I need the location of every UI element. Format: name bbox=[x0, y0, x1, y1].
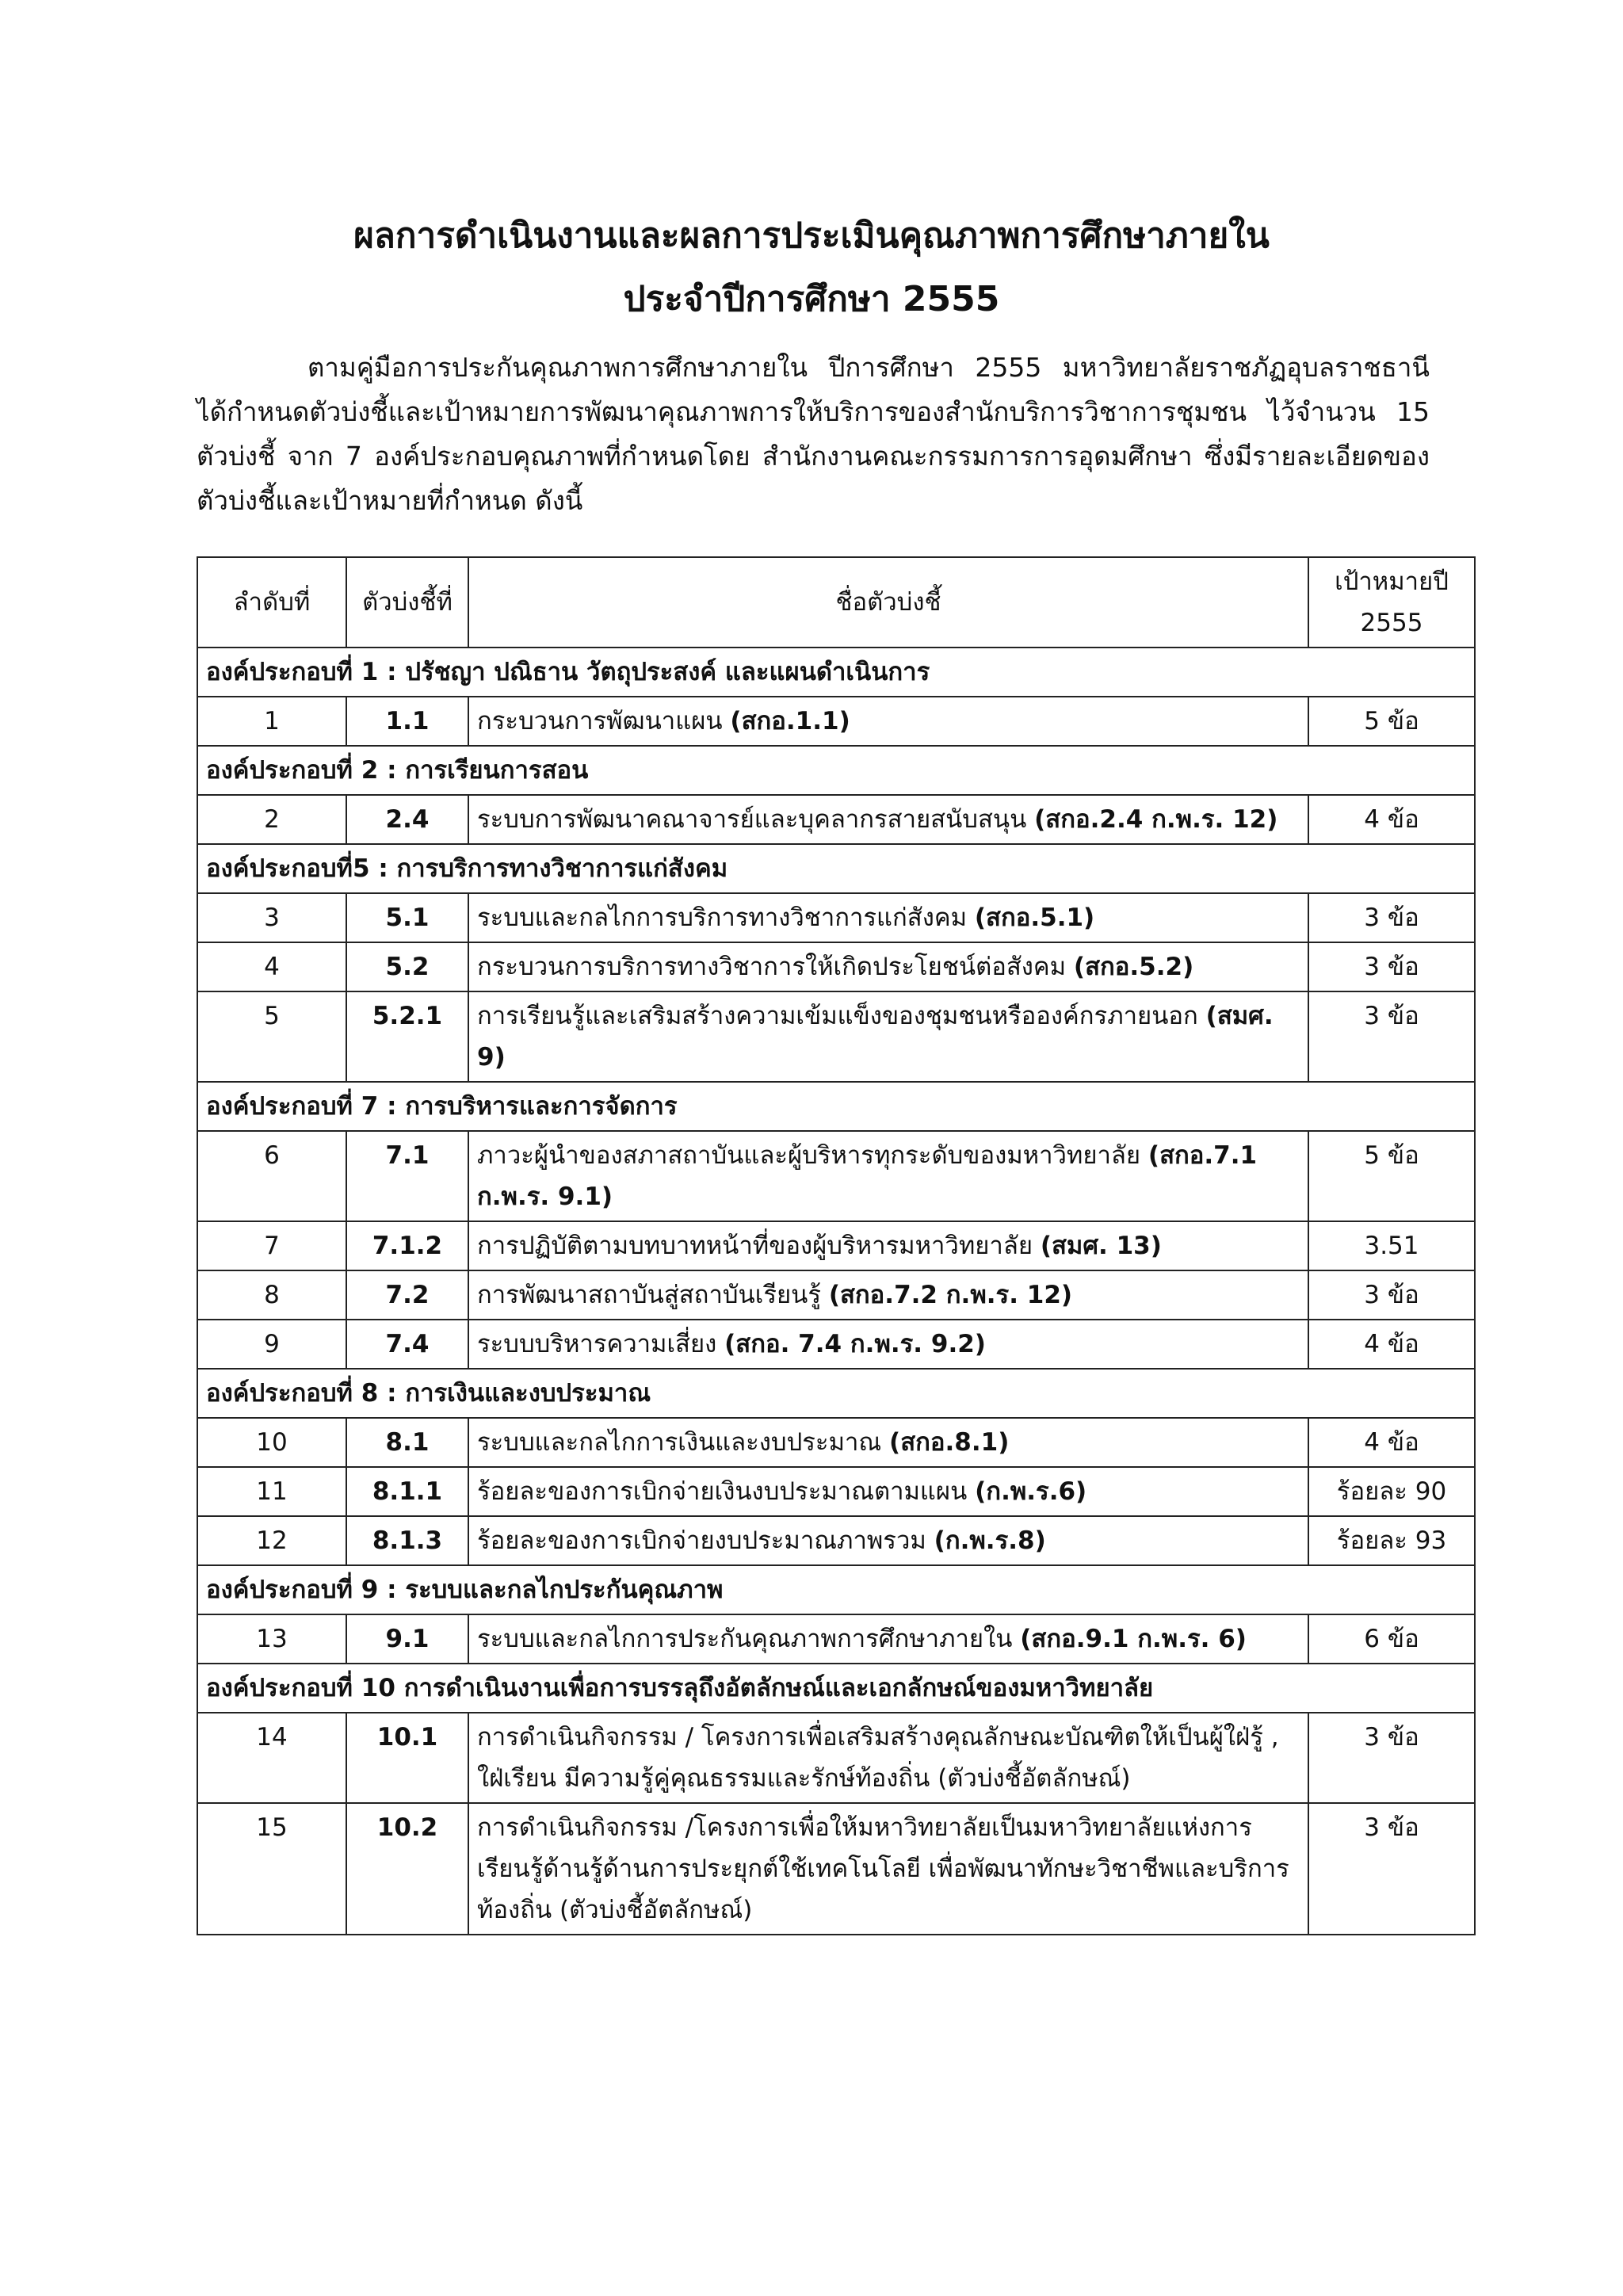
row-indicator-code: 8.1.1 bbox=[346, 1467, 468, 1516]
row-indicator-source: (สกอ.7.1 ก.พ.ร. 9.1) bbox=[477, 1141, 1258, 1211]
row-order: 14 bbox=[197, 1713, 346, 1803]
table-row bbox=[197, 991, 1475, 1082]
row-order: 9 bbox=[197, 1320, 346, 1369]
row-indicator-name-cell bbox=[468, 942, 1308, 991]
row-order: 3 bbox=[197, 893, 346, 942]
table-row bbox=[197, 942, 1475, 991]
header-order: ลำดับที่ bbox=[197, 557, 346, 648]
row-indicator-name-cell bbox=[468, 1614, 1308, 1664]
title-line-2: ประจำปีการศึกษา 2555 bbox=[623, 279, 1000, 319]
row-indicator-name: ระบบบริหารความเสี่ยง bbox=[477, 1330, 725, 1358]
row-indicator-name-cell bbox=[468, 1320, 1308, 1369]
row-indicator-source: (สกอ.1.1) bbox=[730, 707, 850, 735]
table-row bbox=[197, 1320, 1475, 1369]
table-row bbox=[197, 1418, 1475, 1467]
page-title bbox=[0, 204, 1623, 331]
row-indicator-source: (สกอ.9.1 ก.พ.ร. 6) bbox=[1020, 1625, 1247, 1653]
table-row bbox=[197, 893, 1475, 942]
row-indicator-name: การดำเนินกิจกรรม /โครงการเพื่อให้มหาวิทยาลัยเป็นมหาวิทยาลัยแห่งการเรียนรู้ด้านรู้ด้านการประยุกต์ใช้เทคโนโลยี เพื่อพัฒนาทักษะวิชาชีพและบริการท้องถิ่น (ตัวบ่งชี้อัตลักษณ์) bbox=[477, 1813, 1289, 1924]
component-title: องค์ประกอบที่ 9 : ระบบและกลไกประกันคุณภาพ bbox=[197, 1565, 1475, 1614]
row-target: 3.51 bbox=[1308, 1221, 1475, 1270]
row-indicator-code: 5.2.1 bbox=[346, 991, 468, 1082]
row-indicator-source: (สกอ.5.2) bbox=[1073, 953, 1194, 981]
row-order: 7 bbox=[197, 1221, 346, 1270]
row-order: 2 bbox=[197, 795, 346, 844]
row-indicator-code: 1.1 bbox=[346, 697, 468, 746]
row-indicator-name: ระบบและกลไกการเงินและงบประมาณ bbox=[477, 1428, 890, 1457]
table-row bbox=[197, 1713, 1475, 1803]
row-indicator-source: (สมศ. 9) bbox=[477, 1002, 1274, 1072]
row-indicator-name-cell bbox=[468, 1131, 1308, 1221]
table-row bbox=[197, 1131, 1475, 1221]
row-indicator-code: 8.1 bbox=[346, 1418, 468, 1467]
row-indicator-name: การปฏิบัติตามบทบาทหน้าที่ของผู้บริหารมหาวิทยาลัย bbox=[477, 1232, 1041, 1260]
component-row bbox=[197, 1664, 1475, 1713]
table-body bbox=[197, 648, 1475, 1935]
intro-text: ตามคู่มือการประกันคุณภาพการศึกษาภายใน ปีการศึกษา 2555 มหาวิทยาลัยราชภัฏอุบลราชธานี ได้กำหนดตัวบ่งชี้และเป้าหมายการพัฒนาคุณภาพการให้บริการของสำนักบริการวิชาการชุมชน ไว้จำนวน 15 ตัวบ่งชี้ จาก 7 องค์ประกอบคุณภาพที่กำหนดโดย สำนักงานคณะกรรมการการอุดมศึกษา ซึ่งมีรายละเอียดของตัวบ่งชี้และเป้าหมายที่กำหนด ดังนี้ bbox=[197, 352, 1430, 516]
row-indicator-code: 5.1 bbox=[346, 893, 468, 942]
row-indicator-name: ระบบและกลไกการประกันคุณภาพการศึกษาภายใน bbox=[477, 1625, 1021, 1653]
row-target: 3 ข้อ bbox=[1308, 942, 1475, 991]
row-indicator-source: (สกอ. 7.4 ก.พ.ร. 9.2) bbox=[724, 1330, 986, 1358]
row-indicator-code: 9.1 bbox=[346, 1614, 468, 1664]
row-order: 5 bbox=[197, 991, 346, 1082]
row-indicator-code: 7.1 bbox=[346, 1131, 468, 1221]
row-target: 3 ข้อ bbox=[1308, 1270, 1475, 1320]
row-indicator-name: การพัฒนาสถาบันสู่สถาบันเรียนรู้ bbox=[477, 1281, 829, 1309]
row-order: 6 bbox=[197, 1131, 346, 1221]
row-indicator-source: (สมศ. 13) bbox=[1040, 1232, 1162, 1260]
row-target: ร้อยละ 93 bbox=[1308, 1516, 1475, 1565]
row-target: 3 ข้อ bbox=[1308, 991, 1475, 1082]
row-target: 3 ข้อ bbox=[1308, 1803, 1475, 1935]
row-indicator-name: การดำเนินกิจกรรม / โครงการเพื่อเสริมสร้างคุณลักษณะบัณฑิตให้เป็นผู้ใฝ่รู้ , ใฝ่เรียน มีความรู้คู่คุณธรรมและรักษ์ท้องถิ่น (ตัวบ่งชี้อัตลักษณ์) bbox=[477, 1723, 1279, 1793]
row-indicator-name-cell bbox=[468, 1270, 1308, 1320]
component-title: องค์ประกอบที่ 8 : การเงินและงบประมาณ bbox=[197, 1369, 1475, 1418]
row-indicator-name: กระบวนการบริการทางวิชาการให้เกิดประโยชน์ต่อสังคม bbox=[477, 953, 1074, 981]
component-row bbox=[197, 648, 1475, 697]
header-target: เป้าหมายปี 2555 bbox=[1308, 557, 1475, 648]
row-indicator-name: การเรียนรู้และเสริมสร้างความเข้มแข็งของชุมชนหรือองค์กรภายนอก bbox=[477, 1002, 1206, 1030]
row-order: 12 bbox=[197, 1516, 346, 1565]
row-indicator-name-cell bbox=[468, 1418, 1308, 1467]
row-order: 15 bbox=[197, 1803, 346, 1935]
component-title: องค์ประกอบที่ 10 การดำเนินงานเพื่อการบรรลุถึงอัตลักษณ์และเอกลักษณ์ของมหาวิทยาลัย bbox=[197, 1664, 1475, 1713]
row-target: 4 ข้อ bbox=[1308, 1320, 1475, 1369]
row-target: 3 ข้อ bbox=[1308, 1713, 1475, 1803]
row-order: 13 bbox=[197, 1614, 346, 1664]
row-indicator-code: 10.1 bbox=[346, 1713, 468, 1803]
row-indicator-name-cell bbox=[468, 697, 1308, 746]
intro-paragraph bbox=[197, 346, 1430, 523]
table-row bbox=[197, 1467, 1475, 1516]
row-indicator-code: 8.1.3 bbox=[346, 1516, 468, 1565]
table-row bbox=[197, 1270, 1475, 1320]
row-indicator-source: (สกอ.7.2 ก.พ.ร. 12) bbox=[828, 1281, 1073, 1309]
table-row bbox=[197, 697, 1475, 746]
table-row bbox=[197, 1803, 1475, 1935]
row-indicator-name-cell bbox=[468, 1803, 1308, 1935]
row-indicator-name: กระบวนการพัฒนาแผน bbox=[477, 707, 731, 735]
row-target: 6 ข้อ bbox=[1308, 1614, 1475, 1664]
table-row bbox=[197, 1614, 1475, 1664]
table-header-row bbox=[197, 557, 1475, 648]
row-indicator-name-cell bbox=[468, 1221, 1308, 1270]
component-title: องค์ประกอบที่ 7 : การบริหารและการจัดการ bbox=[197, 1082, 1475, 1131]
title-line-1: ผลการดำเนินงานและผลการประเมินคุณภาพการศึกษาภายใน bbox=[353, 216, 1270, 256]
row-indicator-code: 7.4 bbox=[346, 1320, 468, 1369]
component-row bbox=[197, 844, 1475, 893]
row-target: 4 ข้อ bbox=[1308, 1418, 1475, 1467]
row-target: 5 ข้อ bbox=[1308, 1131, 1475, 1221]
component-row bbox=[197, 1082, 1475, 1131]
table-row bbox=[197, 1221, 1475, 1270]
component-title: องค์ประกอบที่ 2 : การเรียนการสอน bbox=[197, 746, 1475, 795]
row-indicator-name-cell bbox=[468, 795, 1308, 844]
row-order: 8 bbox=[197, 1270, 346, 1320]
component-row bbox=[197, 746, 1475, 795]
table-row bbox=[197, 1516, 1475, 1565]
row-indicator-name-cell bbox=[468, 991, 1308, 1082]
header-indicator: ตัวบ่งชี้ที่ bbox=[346, 557, 468, 648]
row-indicator-name: ร้อยละของการเบิกจ่ายงบประมาณภาพรวม bbox=[477, 1526, 934, 1555]
row-indicator-name: ระบบและกลไกการบริการทางวิชาการแก่สังคม bbox=[477, 904, 975, 932]
component-row bbox=[197, 1565, 1475, 1614]
row-indicator-name: ร้อยละของการเบิกจ่ายเงินงบประมาณตามแผน bbox=[477, 1477, 976, 1506]
row-indicator-name: ภาวะผู้นำของสภาสถาบันและผู้บริหารทุกระดับของมหาวิทยาลัย bbox=[477, 1141, 1148, 1170]
row-indicator-source: (สกอ.5.1) bbox=[974, 904, 1095, 932]
row-order: 1 bbox=[197, 697, 346, 746]
row-indicator-code: 10.2 bbox=[346, 1803, 468, 1935]
row-indicator-source: (สกอ.2.4 ก.พ.ร. 12) bbox=[1034, 805, 1278, 834]
row-order: 4 bbox=[197, 942, 346, 991]
row-indicator-source: (ก.พ.ร.6) bbox=[975, 1477, 1087, 1506]
header-name: ชื่อตัวบ่งชี้ bbox=[468, 557, 1308, 648]
component-title: องค์ประกอบที่5 : การบริการทางวิชาการแก่สังคม bbox=[197, 844, 1475, 893]
row-indicator-name-cell bbox=[468, 893, 1308, 942]
component-row bbox=[197, 1369, 1475, 1418]
indicators-table bbox=[197, 556, 1476, 1935]
component-title: องค์ประกอบที่ 1 : ปรัชญา ปณิธาน วัตถุประสงค์ และแผนดำเนินการ bbox=[197, 648, 1475, 697]
row-indicator-name-cell bbox=[468, 1516, 1308, 1565]
row-indicator-code: 7.1.2 bbox=[346, 1221, 468, 1270]
row-indicator-name-cell bbox=[468, 1467, 1308, 1516]
table-row bbox=[197, 795, 1475, 844]
row-indicator-code: 5.2 bbox=[346, 942, 468, 991]
row-target: 5 ข้อ bbox=[1308, 697, 1475, 746]
row-indicator-name: ระบบการพัฒนาคณาจารย์และบุคลากรสายสนับสนุน bbox=[477, 805, 1035, 834]
row-indicator-source: (สกอ.8.1) bbox=[889, 1428, 1010, 1457]
row-order: 11 bbox=[197, 1467, 346, 1516]
row-target: ร้อยละ 90 bbox=[1308, 1467, 1475, 1516]
row-indicator-name-cell bbox=[468, 1713, 1308, 1803]
row-target: 4 ข้อ bbox=[1308, 795, 1475, 844]
row-target: 3 ข้อ bbox=[1308, 893, 1475, 942]
row-order: 10 bbox=[197, 1418, 346, 1467]
row-indicator-code: 2.4 bbox=[346, 795, 468, 844]
row-indicator-code: 7.2 bbox=[346, 1270, 468, 1320]
row-indicator-source: (ก.พ.ร.8) bbox=[934, 1526, 1046, 1555]
